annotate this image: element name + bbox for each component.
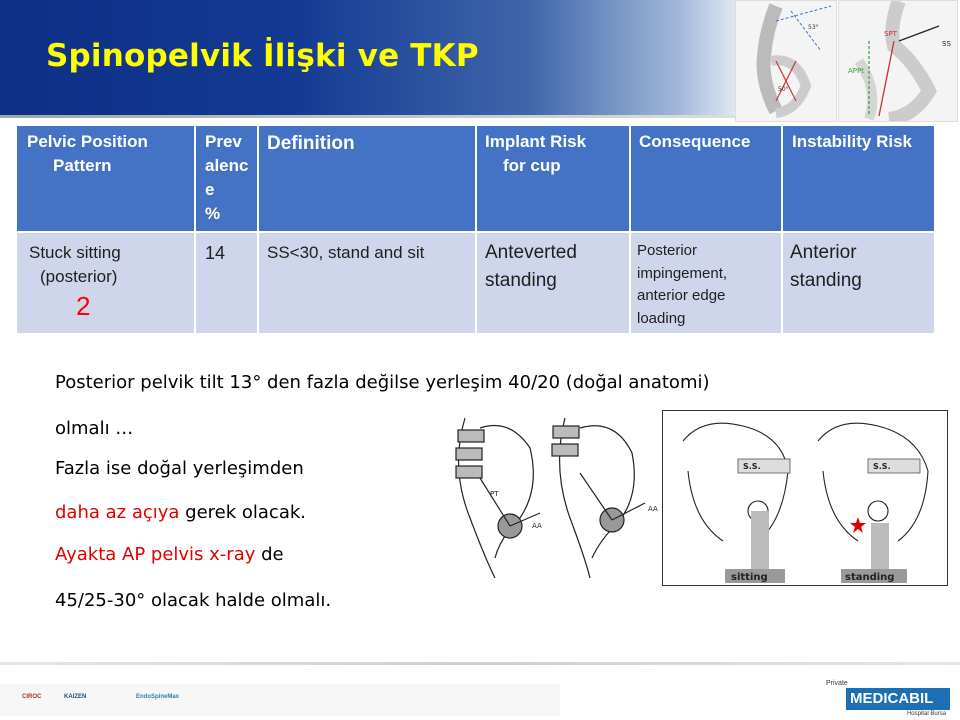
header-text: alenc xyxy=(205,156,249,175)
logo-private-text: Private xyxy=(826,680,848,687)
cell-text: Stuck sitting xyxy=(29,243,121,262)
cell-text: Posterior xyxy=(637,242,698,259)
header-text: Pattern xyxy=(53,156,112,175)
cell-text: (posterior) xyxy=(40,267,118,286)
cell-text: standing xyxy=(485,270,557,291)
thumb-angle-bottom: 50° xyxy=(778,86,789,93)
body-text: de xyxy=(255,544,284,565)
body-line-5 xyxy=(55,544,284,565)
fig1-aa-label-2: AA xyxy=(648,505,658,513)
sitting-standing-diagram xyxy=(662,410,948,586)
logo-ciroc: CIROC xyxy=(22,694,42,700)
header-text: Consequence xyxy=(639,132,751,151)
slide-title: Spinopelvik İlişki ve TKP xyxy=(46,38,479,74)
thumb-spt-label: SPT xyxy=(884,30,897,38)
fig2-ss-label-2: S.S. xyxy=(873,462,891,471)
header-implant-risk xyxy=(485,130,586,178)
table-divider xyxy=(475,126,477,333)
logo-brand-text: MEDICABIL xyxy=(846,688,950,710)
cell-text: loading xyxy=(637,309,686,327)
cell-definition: SS<30, stand and sit xyxy=(267,243,425,262)
footer-divider xyxy=(0,662,960,665)
pelvic-position-table xyxy=(17,126,934,333)
pelvis-thumbnail-2 xyxy=(838,0,958,122)
red-annotation-number: 2 xyxy=(76,291,91,321)
thumb-appt-label: APPt xyxy=(848,67,864,75)
body-line-2: olmalı … xyxy=(55,418,134,439)
table-divider xyxy=(781,126,783,333)
cell-prevalence: 14 xyxy=(205,243,226,263)
cell-text: Anterior xyxy=(790,242,857,263)
red-phrase: Ayakta AP pelvis x-ray xyxy=(55,544,256,565)
body-line-3: Fazla ise doğal yerleşimden xyxy=(55,458,304,479)
logo-endospinemax: EndoSpineMax xyxy=(136,694,180,700)
cell-consequence xyxy=(637,240,727,330)
fig2-ss-label-1: S.S. xyxy=(743,462,761,471)
cell-pattern xyxy=(29,241,121,289)
header-prevalence xyxy=(205,130,248,226)
fig2-standing-label: standing xyxy=(845,572,895,583)
banner-shadow xyxy=(0,115,735,118)
cell-text: Anteverted xyxy=(485,242,577,263)
body-text: gerek olacak. xyxy=(179,502,306,523)
cell-implant-risk xyxy=(485,239,577,295)
header-text: Implant Risk xyxy=(485,132,587,151)
body-line-4 xyxy=(55,502,306,523)
red-star-marker xyxy=(850,517,866,533)
header-text: Instability Risk xyxy=(792,132,912,151)
logo-sub-text: Hospital Bursa xyxy=(906,711,946,717)
fig1-aa-label: AA xyxy=(532,522,542,530)
cell-text: impingement, xyxy=(637,264,728,282)
cell-text: anterior edge xyxy=(637,287,726,304)
table-divider xyxy=(257,126,259,333)
logo-kaizen: KAIZEN xyxy=(64,694,87,700)
cell-text: standing xyxy=(790,270,862,291)
thumb-angle-top: 53° xyxy=(808,24,819,31)
header-consequence xyxy=(639,130,750,154)
red-phrase: daha az açıya xyxy=(55,502,180,523)
spine-thumbnail-1 xyxy=(735,0,837,122)
header-pelvic-position xyxy=(27,130,148,178)
header-instability-risk xyxy=(792,130,912,154)
thumb-ss-label: SS xyxy=(942,40,951,48)
pelvic-tilt-diagram xyxy=(440,408,660,584)
cell-instability xyxy=(790,239,862,295)
table-divider xyxy=(629,126,631,333)
header-text: Prev xyxy=(205,132,242,151)
body-line-1: Posterior pelvik tilt 13° den fazla değilse yerleşim 40/20 (doğal anatomi) xyxy=(55,372,710,393)
header-text: for cup xyxy=(503,156,561,175)
fig2-sitting-label: sitting xyxy=(731,572,768,583)
fig1-pt-label: PT xyxy=(490,490,499,498)
medicabil-logo xyxy=(822,680,950,720)
body-line-6: 45/25-30° olacak halde olmalı. xyxy=(55,590,332,611)
header-text: e xyxy=(205,180,215,199)
header-definition xyxy=(267,130,355,158)
header-text: Definition xyxy=(267,133,355,154)
header-text: % xyxy=(205,204,221,223)
table-divider xyxy=(194,126,196,333)
header-text: Pelvic Position xyxy=(27,132,148,151)
